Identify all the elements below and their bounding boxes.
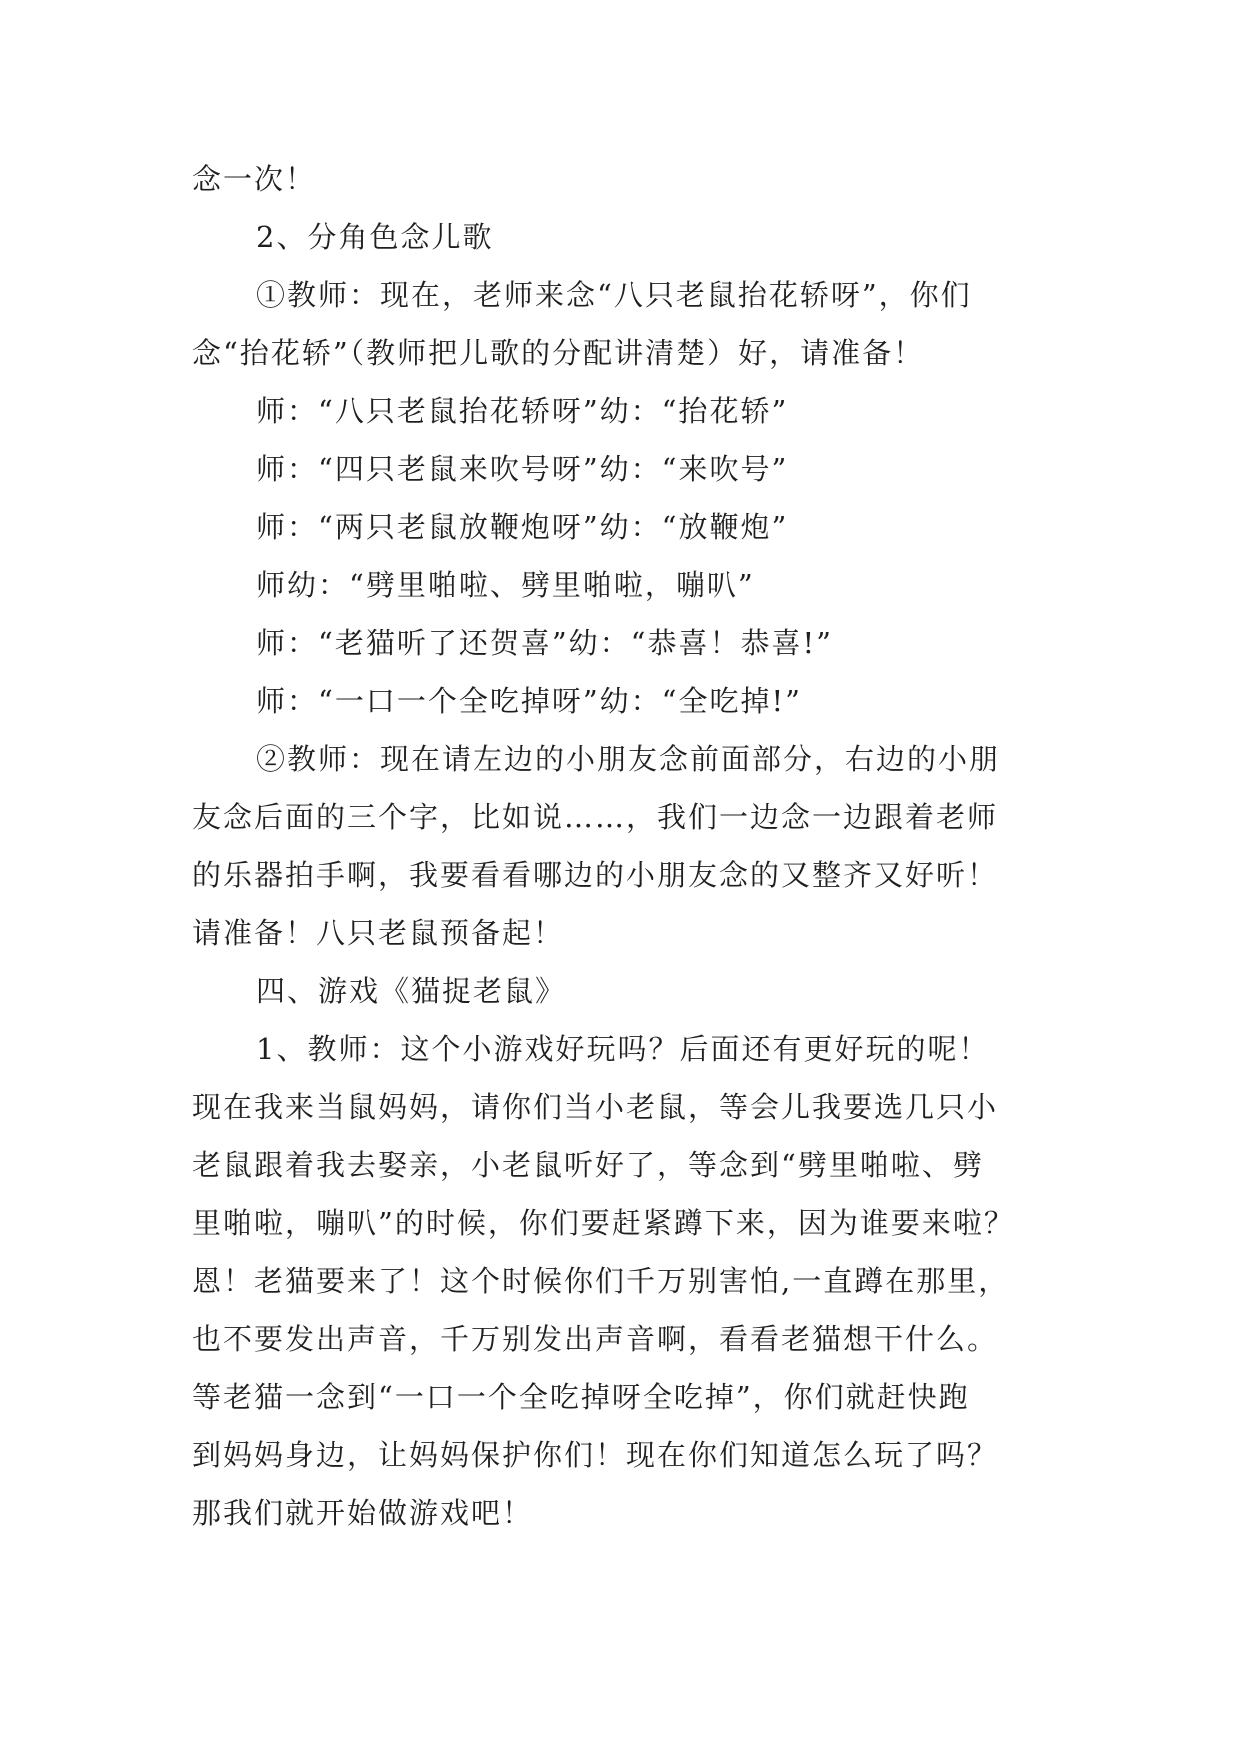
dialogue-line-6: 师：“一口一个全吃掉呀”幼：“全吃掉!” bbox=[256, 684, 802, 718]
text-line-24: 那我们就开始做游戏吧！ bbox=[192, 1496, 534, 1530]
document-page bbox=[192, 150, 1072, 1542]
text-line-16: 1、教师：这个小游戏好玩吗？后面还有更好玩的呢！ bbox=[256, 1032, 990, 1066]
text-line-11: ②教师：现在请左边的小朋友念前面部分，右边的小朋 bbox=[256, 742, 1001, 776]
text-line-1: 念一次！ bbox=[192, 162, 317, 196]
dialogue-line-2: 师：“四只老鼠来吹号呀”幼：“来吹号” bbox=[256, 452, 789, 486]
text-line-21: 也不要发出声音，千万别发出声音啊，看看老猫想干什么。 bbox=[192, 1322, 999, 1356]
dialogue-line-5: 师：“老猫听了还贺喜”幼：“恭喜！恭喜!” bbox=[256, 626, 833, 660]
text-line-20: 恩！老猫要来了！这个时候你们千万别害怕,一直蹲在那里， bbox=[192, 1264, 1010, 1298]
text-line-18: 老鼠跟着我去娶亲，小老鼠听好了，等念到“劈里啪啦、劈 bbox=[192, 1148, 984, 1182]
section-heading-2: 2、分角色念儿歌 bbox=[256, 220, 494, 254]
text-line-22: 等老猫一念到“一口一个全吃掉呀全吃掉”，你们就赶快跑 bbox=[192, 1380, 970, 1414]
text-line-12: 友念后面的三个字，比如说……，我们一边念一边跟着老师 bbox=[192, 800, 999, 834]
text-line-14: 请准备！八只老鼠预备起！ bbox=[192, 916, 565, 950]
text-line-19: 里啪啦，嘣叭”的时候，你们要赶紧蹲下来，因为谁要来啦？ bbox=[192, 1206, 1015, 1240]
text-line-3: ①教师：现在，老师来念“八只老鼠抬花轿呀”，你们 bbox=[256, 278, 972, 312]
dialogue-line-1: 师：“八只老鼠抬花轿呀”幼：“抬花轿” bbox=[256, 394, 789, 428]
dialogue-line-4: 师幼：“劈里啪啦、劈里啪啦，嘣叭” bbox=[256, 568, 755, 602]
text-line-17: 现在我来当鼠妈妈，请你们当小老鼠，等会儿我要选几只小 bbox=[192, 1090, 999, 1124]
section-heading-4: 四、游戏《猫捉老鼠》 bbox=[256, 974, 567, 1008]
dialogue-line-3: 师：“两只老鼠放鞭炮呀”幼：“放鞭炮” bbox=[256, 510, 789, 544]
text-line-13: 的乐器拍手啊，我要看看哪边的小朋友念的又整齐又好听！ bbox=[192, 858, 999, 892]
text-line-23: 到妈妈身边，让妈妈保护你们！现在你们知道怎么玩了吗？ bbox=[192, 1438, 999, 1472]
text-line-4: 念“抬花轿”（教师把儿歌的分配讲清楚）好，请准备！ bbox=[192, 336, 925, 370]
